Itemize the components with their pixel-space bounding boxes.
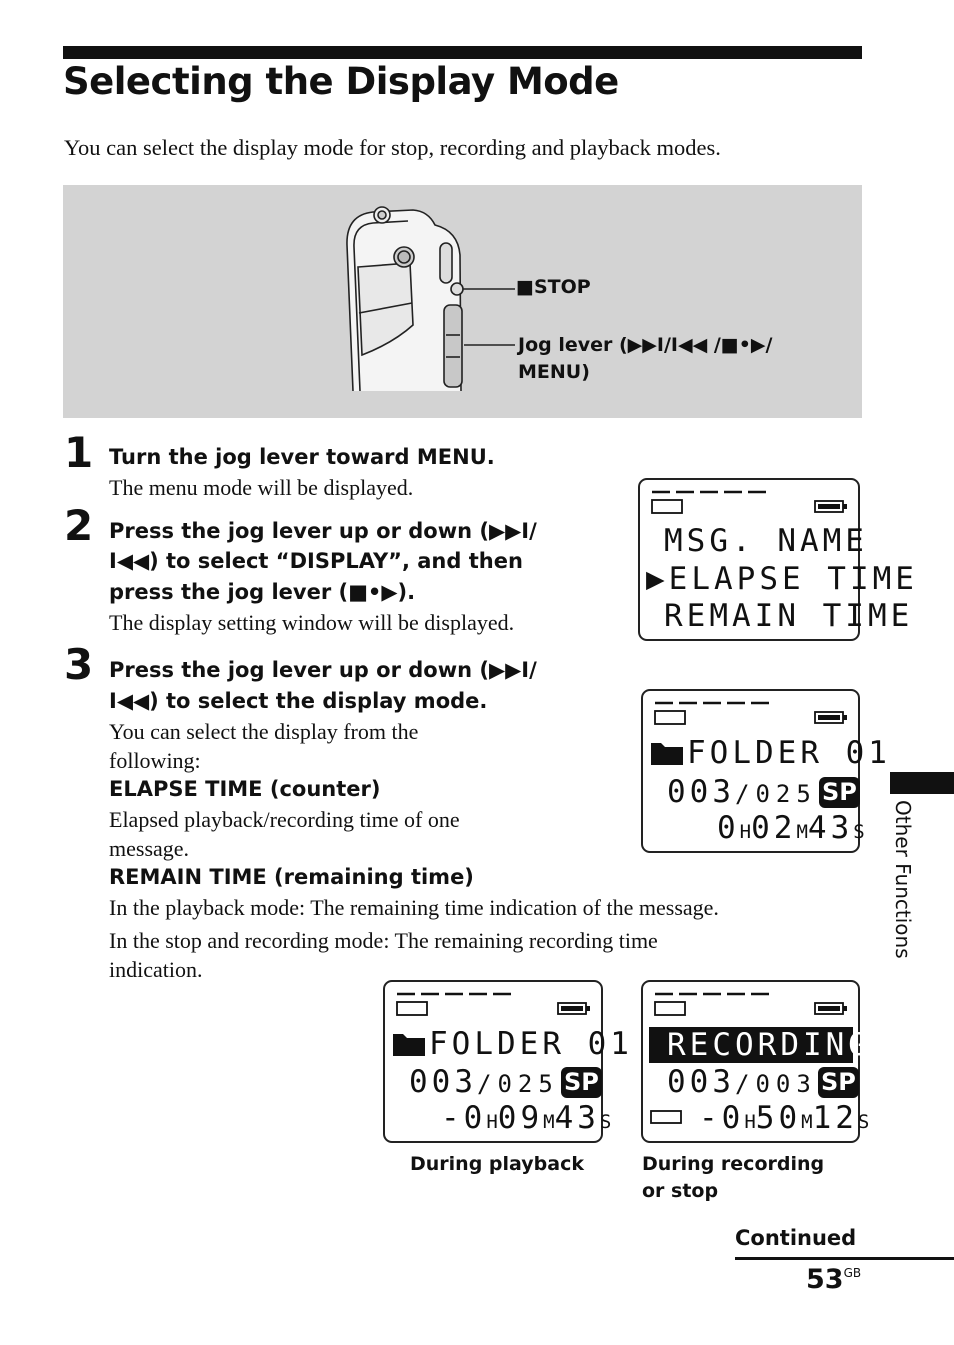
lcd-playback-sp-badge: SP [561,1067,602,1098]
option-remain-stop-text-line2: indication. [109,957,203,982]
option-elapse-title: ELAPSE TIME (counter) [109,777,381,801]
step-3-text-line1: You can select the display from the [109,719,419,744]
folder-icon [651,743,683,765]
lcd-playback-display [383,980,633,1143]
lcd-playback-folder: FOLDER 01 [429,1026,633,1062]
jog-lever-callout-line1: Jog lever (▶▶I/I◀◀ /■•▶/ [518,334,773,356]
lcd-menu-display [638,478,918,641]
device-figure [63,185,862,418]
continued-rule [735,1257,954,1260]
step-3-text-line2: following: [109,748,201,773]
lcd-menu-item-msg-name: MSG. NAME [664,523,868,559]
battery-icon [651,1111,681,1123]
lcd-playback-time: -0H09M43S [441,1100,612,1136]
lcd-recording-display [641,980,871,1143]
folder-icon [393,1034,425,1056]
section-tab-marker [890,772,954,794]
caption-recording-line2: or stop [642,1180,719,1202]
step-3-heading-line2: I◀◀) to select the display mode. [109,689,488,713]
intro-text: You can select the display mode for stop, recording and playback modes. [64,135,721,160]
step-1-text: The menu mode will be displayed. [109,475,414,500]
lcd-recording-status: RECORDING [649,1027,853,1063]
lcd-elapse-time: 0H02M43S [717,810,865,846]
stop-callout: ■STOP [516,276,591,298]
lcd-elapse-folder: FOLDER 01 [687,735,891,771]
step-2-heading-line2: I◀◀) to select “DISPLAY”, and then [109,549,523,573]
caption-recording-line1: During recording [642,1153,825,1175]
step-2-heading-line3: press the jog lever (■•▶). [109,580,416,604]
option-remain-playback-text: In the playback mode: The remaining time indication of the message. [109,895,719,920]
lcd-recording-sp-badge: SP [818,1067,859,1098]
lcd-elapse-message-count: 003/025 [667,774,817,810]
caption-playback: During playback [410,1153,584,1175]
option-elapse-text-line2: message. [109,836,190,861]
jog-lever-callout-line2: MENU) [518,361,590,383]
option-elapse-text-line1: Elapsed playback/recording time of one [109,807,460,832]
step-1-heading: Turn the jog lever toward MENU. [109,445,495,469]
section-tab-label: Other Functions [891,800,915,959]
lcd-elapse-display [641,689,891,853]
lcd-recording-time: -0H50M12S [699,1100,870,1136]
step-number-1: 1 [64,428,94,477]
continued-label: Continued [735,1226,857,1250]
step-3-heading-line1: Press the jog lever up or down (▶▶I/ [109,658,537,682]
battery-icon [652,500,847,513]
lcd-recording-message-count: 003/003 [667,1064,817,1100]
step-2-heading-line1: Press the jog lever up or down (▶▶I/ [109,519,537,543]
header-rule [63,46,862,59]
page-title: Selecting the Display Mode [63,60,619,103]
option-remain-stop-text-line1: In the stop and recording mode: The remaining recording time [109,928,658,953]
lcd-playback-message-count: 003/025 [409,1064,559,1100]
step-number-2: 2 [64,501,94,550]
lcd-menu-item-remain-time: REMAIN TIME [664,598,914,634]
lcd-elapse-sp-badge: SP [819,777,860,808]
lcd-menu-item-elapse-time: ▶ELAPSE TIME [646,561,918,597]
step-2-text: The display setting window will be displayed. [109,610,515,635]
option-remain-title: REMAIN TIME (remaining time) [109,865,474,889]
step-number-3: 3 [64,640,94,689]
recorder-illustration [63,185,862,418]
page-number: $53^{GB}$ [806,1264,862,1295]
